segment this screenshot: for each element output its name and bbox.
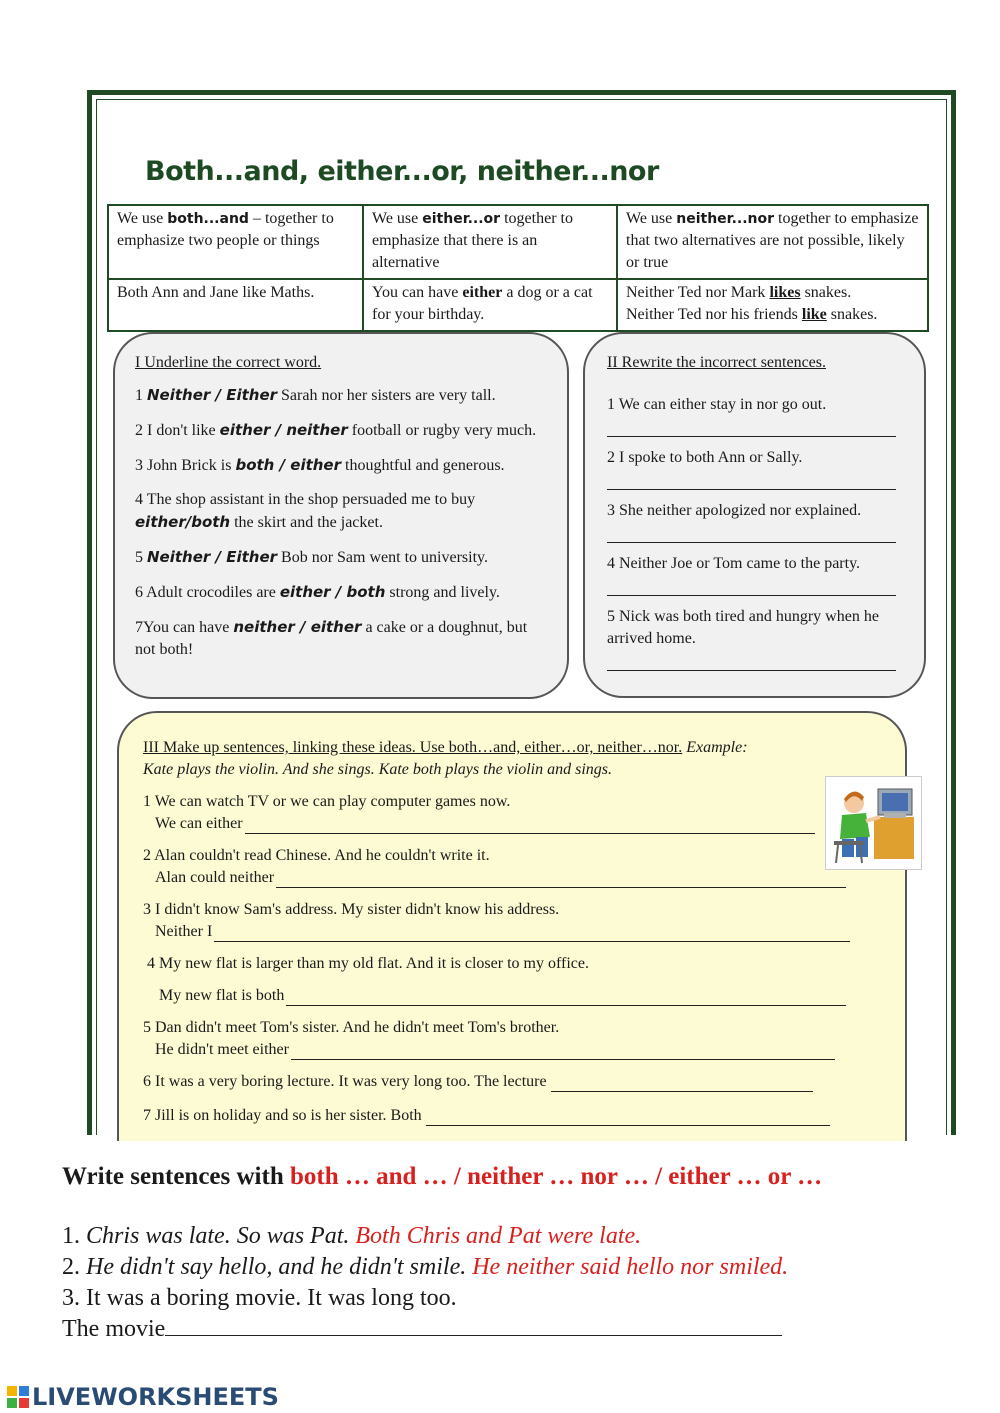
answer-line[interactable] — [551, 1071, 813, 1092]
choice-option[interactable]: neither / either — [233, 618, 362, 636]
exercise-1-item: 7You can have neither / either a cake or a doughnut, but not both! — [135, 618, 528, 658]
choice-option[interactable]: Neither / Either — [147, 386, 278, 404]
exercise-1-box — [113, 332, 569, 699]
example-either-or: You can have either a dog or a cat for your birthday. — [363, 279, 617, 331]
exercise-3-item: 1 We can watch TV or we can play computer games now. We can either — [143, 791, 885, 835]
exercise-2-item: 5 Nick was both tired and hungry when he arrived home. — [607, 608, 879, 647]
exercise-3-item: 5 Dan didn't meet Tom's sister. And he didn't meet Tom's brother. He didn't meet either — [143, 1017, 885, 1061]
extra-line: 1. Chris was late. So was Pat. Both Chris and Pat were late. — [62, 1223, 642, 1249]
extra-answer-line: The movie — [62, 1314, 962, 1345]
exercise-1-item: 5 Neither / Either Bob nor Sam went to university. — [135, 548, 488, 566]
answer-line[interactable] — [607, 650, 896, 671]
exercise-3-item: 3 I didn't know Sam's address. My sister didn't know his address. Neither I — [143, 899, 885, 943]
answer-line[interactable] — [291, 1039, 835, 1060]
liveworksheets-logo[interactable]: LIVEWORKSHEETS — [7, 1383, 279, 1411]
choice-option[interactable]: either / both — [279, 583, 386, 601]
exercise-2-heading: II Rewrite the incorrect sentences. — [607, 354, 827, 371]
answer-line[interactable] — [245, 813, 815, 834]
exercise-3-item: 7 Jill is on holiday and so is her sister. Both — [143, 1105, 885, 1127]
exercise-1-item: 1 Neither / Either Sarah nor her sisters are very tall. — [135, 386, 496, 404]
answer-line[interactable] — [426, 1105, 830, 1126]
example-both-and: Both Ann and Jane like Maths. — [108, 279, 363, 331]
exercise-3-item: 4 My new flat is larger than my old flat. And it is closer to my office. My new flat is both — [143, 953, 885, 1007]
answer-line[interactable] — [214, 921, 850, 942]
example-neither-nor: Neither Ted nor Mark likes snakes. Neither Ted nor his friends like snakes. — [617, 279, 928, 331]
rule-either-or: We use either...or together to emphasize that there is an alternative — [363, 205, 617, 279]
exercise-1-item: 4 The shop assistant in the shop persuaded me to buy either/both the skirt and the jacket. — [135, 491, 476, 531]
rule-both-and: We use both...and – together to emphasize two people or things — [108, 205, 363, 279]
choice-option[interactable]: either/both — [135, 513, 231, 531]
exercise-1-heading: I Underline the correct word. — [135, 354, 322, 371]
extra-exercise — [62, 1163, 962, 1345]
answer-line[interactable] — [286, 985, 846, 1006]
answer-line[interactable] — [276, 867, 846, 888]
exercise-3-item: 2 Alan couldn't read Chinese. And he couldn't write it. Alan could neither — [143, 845, 885, 889]
exercise-2-item: 3 She neither apologized nor explained. — [607, 502, 862, 519]
exercise-1-item: 6 Adult crocodiles are either / both strong and lively. — [135, 583, 500, 601]
choice-option[interactable]: either / neither — [219, 421, 348, 439]
exercise-3-item: 6 It was a very boring lecture. It was very long too. The lecture — [143, 1071, 885, 1093]
student-computer-illustration — [825, 776, 922, 870]
exercise-2-box — [583, 332, 926, 698]
exercise-3-box: III Make up sentences, linking these ideas. Use both…and, either…or, neither…nor. Example: Kate plays the violin. And she sings. Kate both plays the violin and sings. 1 We can watch TV or we can play computer games now. We can either 2 Alan couldn't read Chinese. And he couldn't write it. Alan could neither 3 I didn't know Sam's address. My sister didn't know his address. Neither I 4 My new flat is larger than my old flat. And it is closer to my office. My new flat is both 5 Dan didn't meet Tom's sister. And he didn't meet Tom's brother. He didn't meet either 6 It was a very boring lecture. It was very long too. The lecture 7 Jill is on holiday and so is her sister. Both — [117, 711, 907, 1141]
answer-line[interactable] — [607, 522, 896, 543]
exercise-1-item: 3 John Brick is both / either thoughtful and generous. — [135, 456, 505, 474]
rule-neither-nor: We use neither...nor together to emphasize that two alternatives are not possible, likely or true — [617, 205, 928, 279]
exercise-3-heading: III Make up sentences, linking these ideas. Use both…and, either…or, neither…nor. — [143, 739, 683, 756]
exercise-3-example: Kate plays the violin. And she sings. Kate both plays the violin and sings. — [143, 761, 613, 778]
answer-input[interactable] — [165, 1315, 782, 1336]
choice-option[interactable]: Neither / Either — [147, 548, 278, 566]
extra-line: 3. It was a boring movie. It was long too. — [62, 1285, 457, 1311]
exercise-2-item: 2 I spoke to both Ann or Sally. — [607, 449, 803, 466]
rules-table — [107, 204, 929, 332]
answer-line[interactable] — [607, 416, 896, 437]
exercise-2-item: 4 Neither Joe or Tom came to the party. — [607, 555, 861, 572]
extra-line: 2. He didn't say hello, and he didn't smile. He neither said hello nor smiled. — [62, 1254, 789, 1280]
choice-option[interactable]: both / either — [235, 456, 342, 474]
answer-line[interactable] — [607, 469, 896, 490]
worksheet-title: Both...and, either...or, neither...nor — [145, 156, 659, 187]
answer-line[interactable] — [607, 575, 896, 596]
exercise-2-item: 1 We can either stay in nor go out. — [607, 396, 827, 413]
logo-icon — [7, 1386, 29, 1408]
extra-heading: Write sentences with both … and … / neither … nor … / either … or … — [62, 1163, 823, 1190]
exercise-1-item: 2 I don't like either / neither football or rugby very much. — [135, 421, 537, 439]
